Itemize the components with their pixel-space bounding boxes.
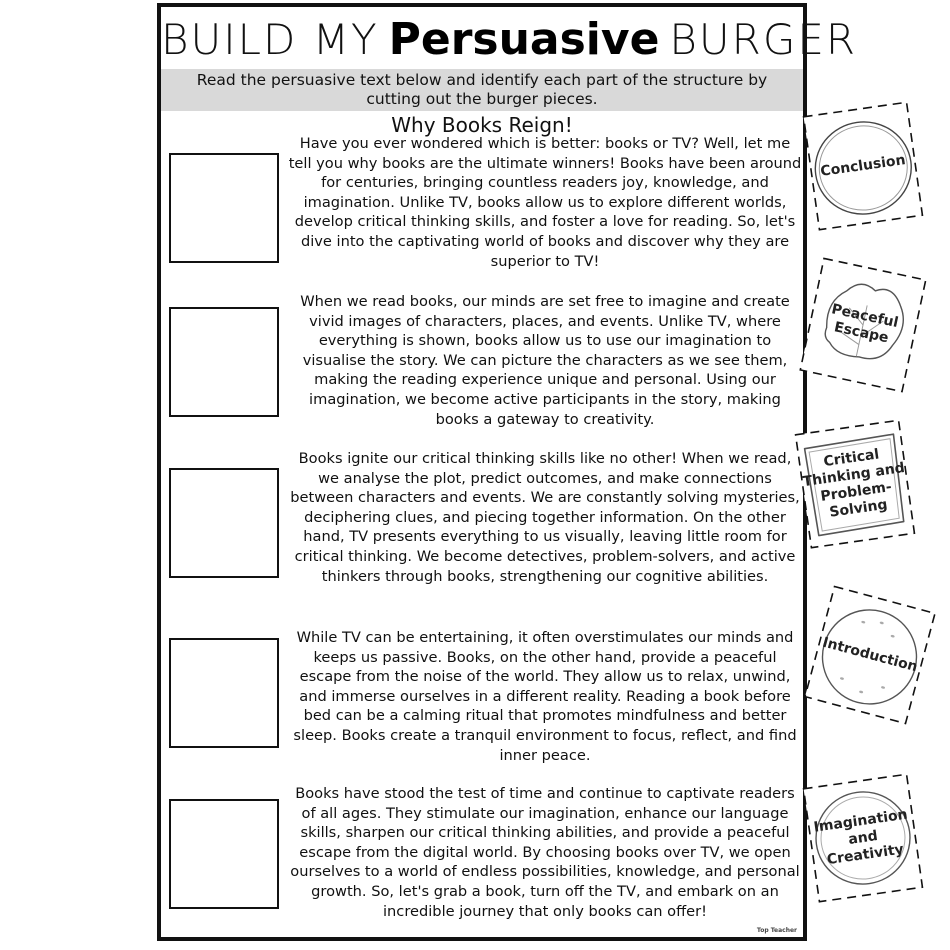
title-left: BUILD MY (161, 15, 379, 64)
piece-label: Conclusion (819, 151, 907, 180)
title-emphasis: Persuasive (388, 14, 660, 65)
paragraph-3: Books ignite our critical thinking skills like no other! When we read, we analyse the plot, predict outcomes, and make connections between characters and events. We are constantly solving mysteries, deciphering clues, and piecing together information. On the other hand, TV presents everything to us visually, leaving little room for critical thinking. We become detectives, problem-solvers, and active thinkers through books, strengthening our cognitive abilities. (290, 450, 800, 585)
piece-label: Critical Thinking and Problem-Solving (801, 446, 906, 521)
title-right: BURGER (669, 15, 858, 64)
piece-imagination[interactable] (800, 771, 926, 905)
paragraph-4: While TV can be entertaining, it often overstimulates our minds and keeps us passive. Books, on the other hand, provide a peaceful escape from the noise of the world. They allow us to relax, unwind, and immerse ourselves in a different reality. Reading a book before bed can be a calming ritual that promotes mindfulness and better sleep. Books create a tranquil environment to focus, reflect, and find inner peace. (293, 629, 797, 764)
answer-box-1[interactable] (169, 153, 279, 263)
piece-label: Imagination and Creativity (812, 806, 909, 868)
paragraph-1: Have you ever wondered which is better: books or TV? Well, let me tell you why books are the ultimate winners! Books have been around for centuries, bringing countless readers joy, knowledge, and imagination. Unlike TV, books allow us to explore different worlds, develop critical thinking skills, and foster a love for reading. So, let's dive into the captivating world of books and discover why they are superior to TV! (288, 135, 802, 270)
text-title: Why Books Reign! (391, 113, 573, 137)
answer-box-3[interactable] (169, 468, 279, 578)
paragraph-2: When we read books, our minds are set free to imagine and create vivid images of characters, places, and events. Unlike TV, where everything is shown, books allow us to use our imagination to visualise the story. We can picture the characters as we see them, making the reading experience unique and personal. Using our imagination, we become active participants in the story, making books a gateway to creativity. (300, 293, 790, 428)
answer-box-2[interactable] (169, 307, 279, 417)
piece-label: Introduction (820, 634, 920, 675)
answer-box-4[interactable] (169, 638, 279, 748)
credit-logo: Top Teacher (756, 927, 797, 934)
piece-label: Peaceful Escape (830, 301, 900, 347)
piece-introduction[interactable] (801, 583, 938, 727)
page-title (161, 7, 858, 65)
paragraph-5: Books have stood the test of time and continue to captivate readers of all ages. They stimulate our imagination, enhance our language skills, sharpen our critical thinking abilities, and provide a peaceful escape from the digital world. By choosing books over TV, we open ourselves to a world of endless possibilities, knowledge, and personal growth. So, let's grab a book, turn off the TV, and embark on an incredible journey that only books can offer! (290, 785, 800, 920)
piece-critical-thinking[interactable] (792, 417, 918, 551)
instruction-banner: Read the persuasive text below and identify each part of the structure by cutting out the burger pieces. (161, 69, 803, 111)
answer-box-5[interactable] (169, 799, 279, 909)
piece-peaceful-escape[interactable] (797, 255, 930, 395)
piece-conclusion[interactable] (800, 99, 926, 233)
